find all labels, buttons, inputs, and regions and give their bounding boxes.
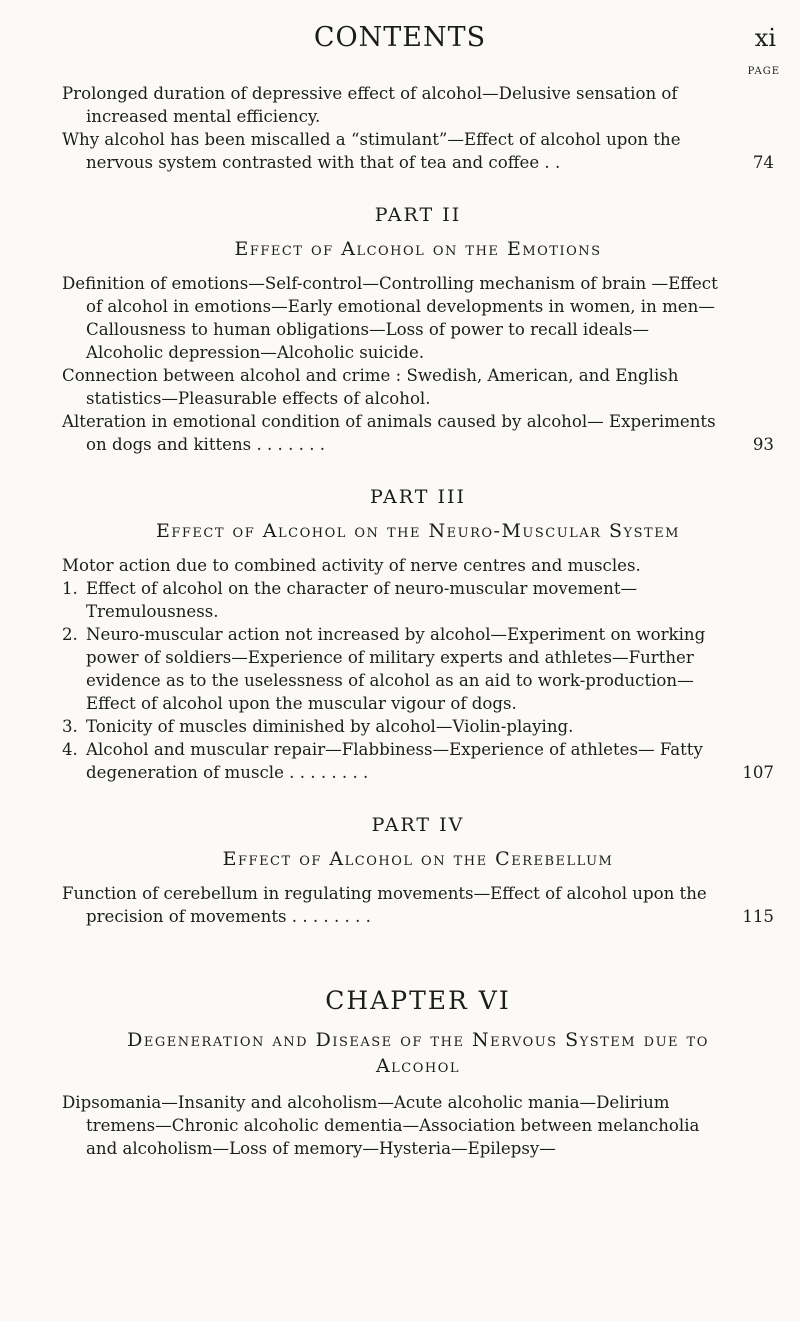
entry-text: Alcohol and muscular repair—Flabbiness—Experience of athletes— Fatty degeneration of muscle . . . . . . . . <box>86 740 703 782</box>
entry-text: Connection between alcohol and crime : Swedish, American, and English statistics—Pleasurable effects of alcohol. <box>62 366 679 408</box>
page-number: 74 <box>752 153 774 172</box>
entry-number: 2. <box>62 625 78 644</box>
entry-text: Tonicity of muscles diminished by alcohol—Violin-playing. <box>86 717 574 736</box>
entry-text: Function of cerebellum in regulating movements—Effect of alcohol upon the precision of movements . . . . . . . . <box>62 884 707 926</box>
chapter-title-line: Degeneration and Disease of the Nervous System due to <box>127 1029 709 1051</box>
toc-entry <box>62 882 774 928</box>
entry-number: 1. <box>62 579 78 598</box>
toc-entry <box>62 410 774 456</box>
page-number: 93 <box>752 435 774 454</box>
running-title: CONTENTS <box>313 22 487 53</box>
toc-entry <box>62 82 774 128</box>
contents-body <box>62 82 774 1160</box>
entry-text: Definition of emotions—Self-control—Controlling mechanism of brain —Effect of alcohol in emotions—Early emotional developments in women, in men—Callousness to human obligations—Loss of power to recall ideals—Alcoholic depression—Alcoholic suicide. <box>62 274 718 362</box>
entry-text: Effect of alcohol on the character of neuro-muscular movement— Tremulousness. <box>86 579 638 621</box>
part-heading: PART IV <box>371 814 465 836</box>
part-heading: PART III <box>370 486 466 508</box>
toc-entry <box>62 364 774 410</box>
page-folio: xi <box>754 24 776 52</box>
page-number: 107 <box>742 763 774 782</box>
entry-text: Dipsomania—Insanity and alcoholism—Acute alcoholic mania—Delirium tremens—Chronic alcoholic dementia—Association between melancholia and alcoholism—Loss of memory—Hysteria—Epilepsy— <box>62 1093 700 1158</box>
toc-entry <box>62 272 774 364</box>
entry-text: Prolonged duration of depressive effect of alcohol—Delusive sensation of increased mental efficiency. <box>62 84 678 126</box>
chapter-heading: CHAPTER VI <box>325 986 511 1015</box>
entry-text: Why alcohol has been miscalled a “stimulant”—Effect of alcohol upon the nervous system contrasted with that of tea and coffee . . <box>62 130 681 172</box>
chapter-title <box>62 1027 774 1079</box>
entry-text: Neuro-muscular action not increased by alcohol—Experiment on working power of soldiers—Experience of military experts and athletes—Further evidence as to the uselessness of alcohol as an aid to work-production—Effect of alcohol upon the muscular vigour of dogs. <box>86 625 706 713</box>
part-title: Effect of Alcohol on the Cerebellum <box>222 848 614 870</box>
page-number: 115 <box>742 907 774 926</box>
page-column-label: PAGE <box>747 66 780 77</box>
numbered-entry <box>62 577 774 623</box>
entry-number: 4. <box>62 740 78 759</box>
numbered-entry <box>62 715 774 738</box>
part-title: Effect of Alcohol on the Emotions <box>234 238 602 260</box>
numbered-entry <box>62 738 774 784</box>
toc-entry <box>62 1091 774 1160</box>
part-heading: PART II <box>374 204 462 226</box>
entry-number: 3. <box>62 717 78 736</box>
part-title: Effect of Alcohol on the Neuro-Muscular System <box>156 520 680 542</box>
chapter-title-line: Alcohol <box>375 1055 461 1077</box>
toc-entry <box>62 128 774 174</box>
toc-entry: Motor action due to combined activity of nerve centres and muscles. <box>62 556 641 575</box>
entry-text: Alteration in emotional condition of animals caused by alcohol— Experiments on dogs and kittens . . . . . . . <box>62 412 716 454</box>
numbered-entry <box>62 623 774 715</box>
